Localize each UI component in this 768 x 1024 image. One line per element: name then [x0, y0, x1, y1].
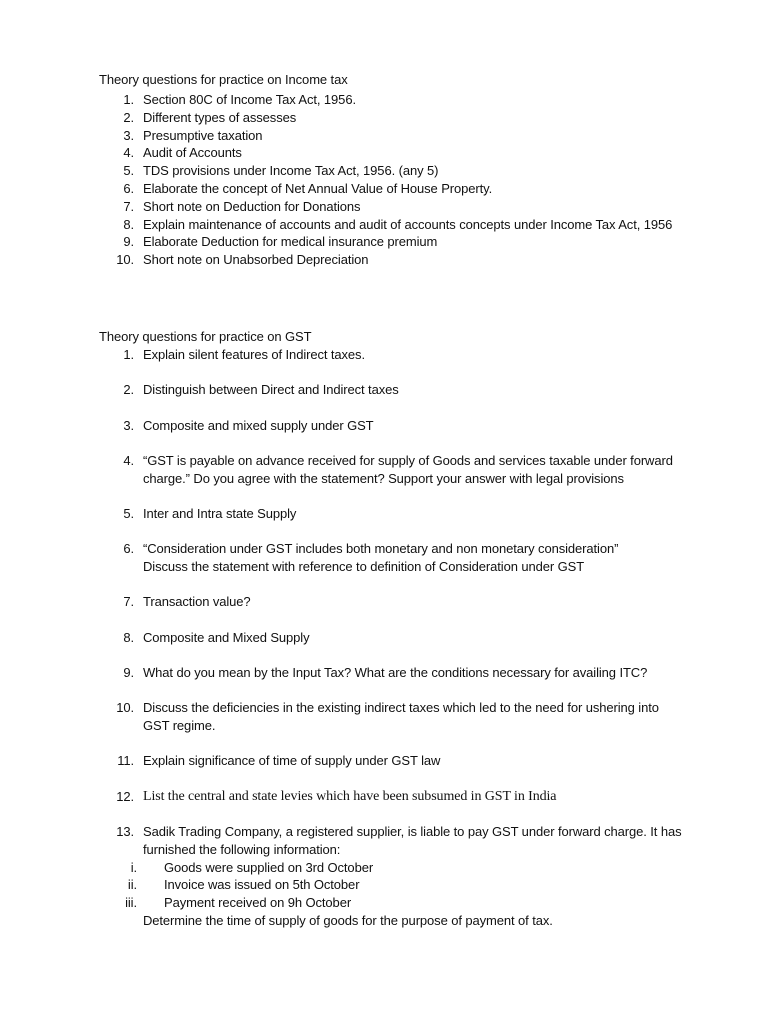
sub-item-list	[125, 859, 688, 912]
sub-list-item: iii. Payment received on 9h October	[125, 895, 352, 911]
list-item: 9. Elaborate Deduction for medical insurance premium	[123, 234, 438, 250]
list-item: 1. Explain silent features of Indirect taxes.	[123, 347, 365, 362]
list-item: 13. Sadik Trading Company, a registered supplier, is liable to pay GST under forward charge. It has furnished the following information: i. Goods were supplied on 3rd October ii. Invoice was issued on 5th October iii. Payment received on 9h October Determine the time of supply of goods for the purpose of payment of tax.	[0, 823, 768, 930]
list-item: 5. TDS provisions under Income Tax Act, 1956. (any 5)	[123, 163, 439, 179]
list-item: 8. Explain maintenance of accounts and audit of accounts concepts under Income Tax Act, 1956	[123, 216, 673, 232]
list-item: 4. “GST is payable on advance received for supply of Goods and services taxable under forward charge.” Do you agree with the statement? Support your answer with legal provisions	[123, 452, 673, 486]
list-item: 8. Composite and Mixed Supply	[123, 629, 310, 645]
list-item: 7. Short note on Deduction for Donations	[123, 198, 361, 214]
list-item: 4. Audit of Accounts	[123, 145, 242, 161]
sub-list-item: i. Goods were supplied on 3rd October	[130, 859, 374, 875]
list-item: 3. Presumptive taxation	[123, 127, 263, 143]
list-item: 2. Different types of assesses	[123, 109, 297, 125]
gst-question-list	[0, 346, 768, 947]
list-item: 10. Short note on Unabsorbed Depreciation	[116, 252, 369, 268]
list-item: 2. Distinguish between Direct and Indirect taxes	[123, 382, 399, 398]
list-item: 7. Transaction value?	[123, 594, 251, 610]
question-13-text: Sadik Trading Company, a registered supplier, is liable to pay GST under forward charge. It has furnished the following information:	[143, 823, 682, 857]
sub-list-item: ii. Invoice was issued on 5th October	[127, 877, 360, 893]
income-tax-heading: Theory questions for practice on Income tax	[99, 72, 348, 87]
income-tax-question-list	[0, 91, 768, 269]
list-item: 11. Explain significance of time of supply under GST law	[117, 753, 441, 769]
list-item: 9. What do you mean by the Input Tax? What are the conditions necessary for availing ITC?	[123, 664, 648, 680]
list-item: 10. Discuss the deficiencies in the existing indirect taxes which led to the need for ushering into GST regime.	[116, 700, 659, 734]
list-item: 5. Inter and Intra state Supply	[123, 505, 297, 521]
list-item: 12. List the central and state levies which have been subsumed in GST in India	[116, 788, 557, 804]
list-item: 1. Section 80C of Income Tax Act, 1956.	[123, 92, 356, 107]
gst-heading: Theory questions for practice on GST	[99, 329, 312, 344]
list-item: 6. “Consideration under GST includes both monetary and non monetary consideration” Discuss the statement with reference to definition of Consideration under GST	[123, 541, 619, 575]
list-item: 3. Composite and mixed supply under GST	[123, 417, 374, 433]
list-item: 6. Elaborate the concept of Net Annual Value of House Property.	[123, 180, 493, 196]
question-13-closing: Determine the time of supply of goods for the purpose of payment of tax.	[143, 912, 553, 928]
